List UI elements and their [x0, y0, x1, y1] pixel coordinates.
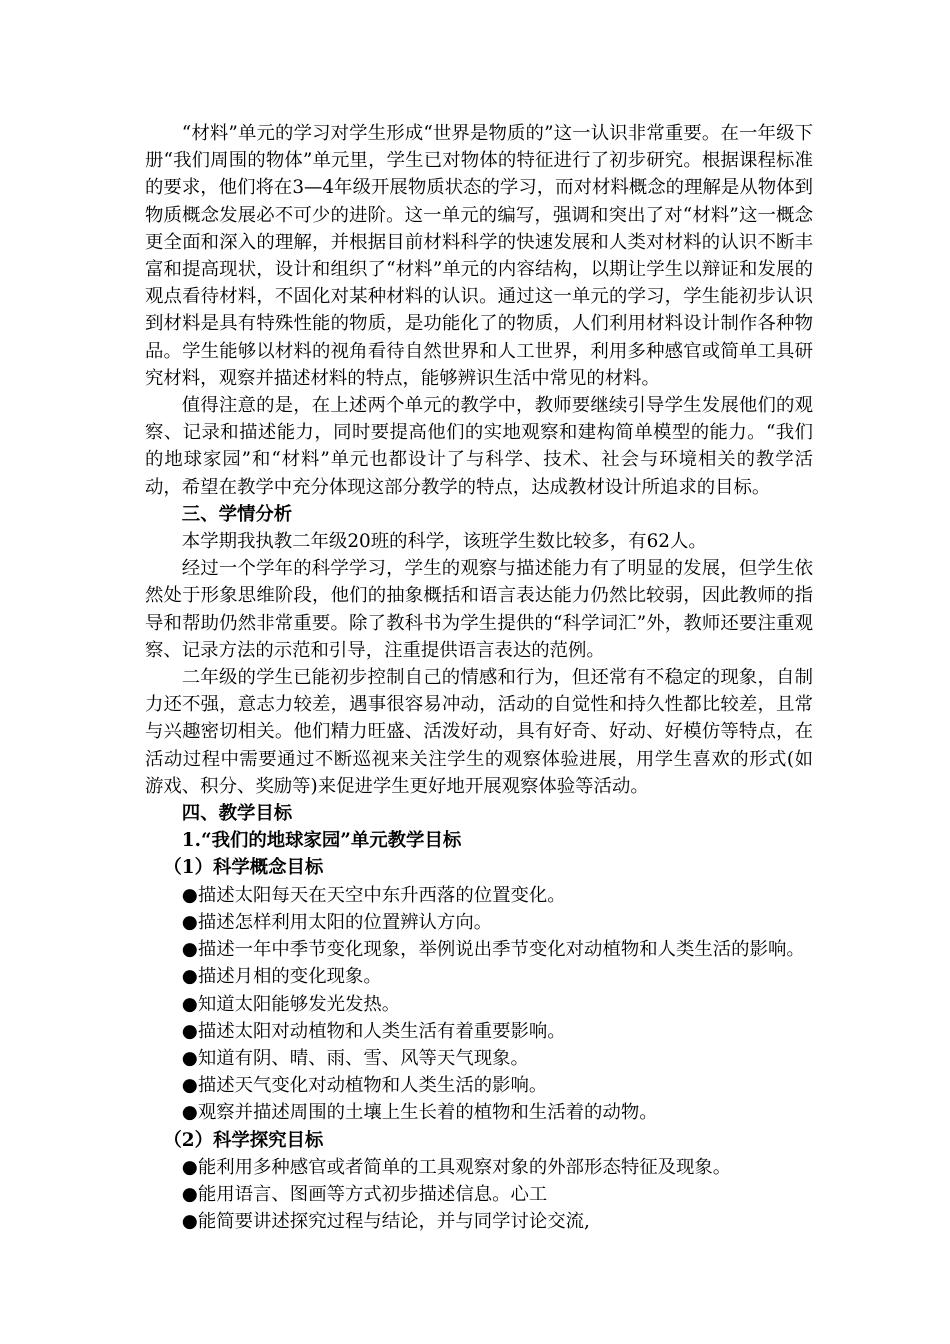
list-item: ●描述一年中季节变化现象，举例说出季节变化对动植物和人类生活的影响。 — [181, 939, 805, 961]
list-item: ●描述怎样利用太阳的位置辨认方向。 — [181, 911, 493, 933]
list-item: ●知道太阳能够发光发热。 — [181, 993, 401, 1015]
list-item: ●描述太阳每天在天空中东升西落的位置变化。 — [181, 884, 566, 906]
paragraph-behavior-analysis: 二年级的学生已能初步控制自己的情感和行为，但还常有不稳定的现象，自制力还不强，意志力较差，遇事很容易冲动，活动的自觉性和持久性都比较差，且常与兴趣密切相关。他们精力旺盛、活泼好动，具有好奇、好动、好模仿等特点，在活动过程中需要通过不断巡视来关注学生的观察体验进展，用学生喜欢的形式(如游戏、积分、奖励等)来促进学生更好地开展观察体验等活动。 — [145, 667, 813, 797]
heading-inquiry-goals: （2）科学探究目标 — [163, 1129, 324, 1151]
list-item: ●描述月相的变化现象。 — [181, 966, 382, 988]
paragraph-materials-unit: “材料”单元的学习对学生形成“世界是物质的”这一认识非常重要。在一年级下册“我们周围的物体”单元里，学生已对物体的特征进行了初步研究。根据课程标准的要求，他们将在3—4年级开展物质状态的学习，而对材料概念的理解是从物体到物质概念发展必不可少的进阶。这一单元的编写，强调和突出了对“材料”这一概念更全面和深入的理解，并根据目前材料科学的快速发展和人类对材料的认识不断丰富和提高现状，设计和组织了“材料”单元的内容结构，以期让学生以辩证和发展的观点看待材料，不固化对某种材料的认识。通过这一单元的学习，学生能初步认识到材料是具有特殊性能的物质，是功能化了的物质，人们利用材料设计制作各种物品。学生能够以材料的视角看待自然世界和人工世界，利用多种感官或简单工具研究材料，观察并描述材料的特点，能够辨识生活中常见的材料。 — [145, 123, 813, 389]
heading-unit-goals: 1.“我们的地球家园”单元教学目标 — [181, 830, 462, 852]
paragraph-teaching-note: 值得注意的是，在上述两个单元的教学中，教师要继续引导学生发展他们的观察、记录和描述能力，同时要提高他们的实地观察和建构简单模型的能力。“我们的地球家园”和“材料”单元也都设计了与科学、技术、社会与环境相关的教学活动，希望在教学中充分体现这部分教学的特点，达成教材设计所追求的目标。 — [145, 395, 813, 498]
paragraph-ability-analysis: 经过一个学年的科学学习，学生的观察与描述能力有了明显的发展，但学生依然处于形象思维阶段，他们的抽象概括和语言表达能力仍然比较弱，因此教师的指导和帮助仍然非常重要。除了教科书为学生提供的“科学词汇”外，教师还要注重观察、记录方法的示范和引导，注重提供语言表达的范例。 — [145, 558, 813, 661]
list-item: ●描述天气变化对动植物和人类生活的影响。 — [181, 1075, 548, 1097]
list-item: ●描述太阳对动植物和人类生活有着重要影响。 — [181, 1020, 566, 1042]
list-item: ●观察并描述周围的土壤上生长着的植物和生活着的动物。 — [181, 1102, 658, 1124]
list-item: ●能利用多种感官或者简单的工具观察对象的外部形态特征及现象。 — [181, 1156, 732, 1178]
list-item: ●能简要讲述探究过程与结论，并与同学讨论交流, — [181, 1211, 590, 1233]
heading-teaching-goals: 四、教学目标 — [181, 803, 293, 825]
list-item: ●知道有阴、晴、雨、雪、风等天气现象。 — [181, 1047, 529, 1069]
document-page — [145, 120, 813, 1235]
paragraph-class-info: 本学期我执教二年级20班的科学，该班学生数比较多，有62人。 — [181, 531, 707, 553]
list-item: ●能用语言、图画等方式初步描述信息。心工 — [181, 1183, 548, 1205]
heading-concept-goals: （1）科学概念目标 — [163, 857, 324, 879]
heading-student-analysis: 三、学情分析 — [181, 503, 293, 525]
